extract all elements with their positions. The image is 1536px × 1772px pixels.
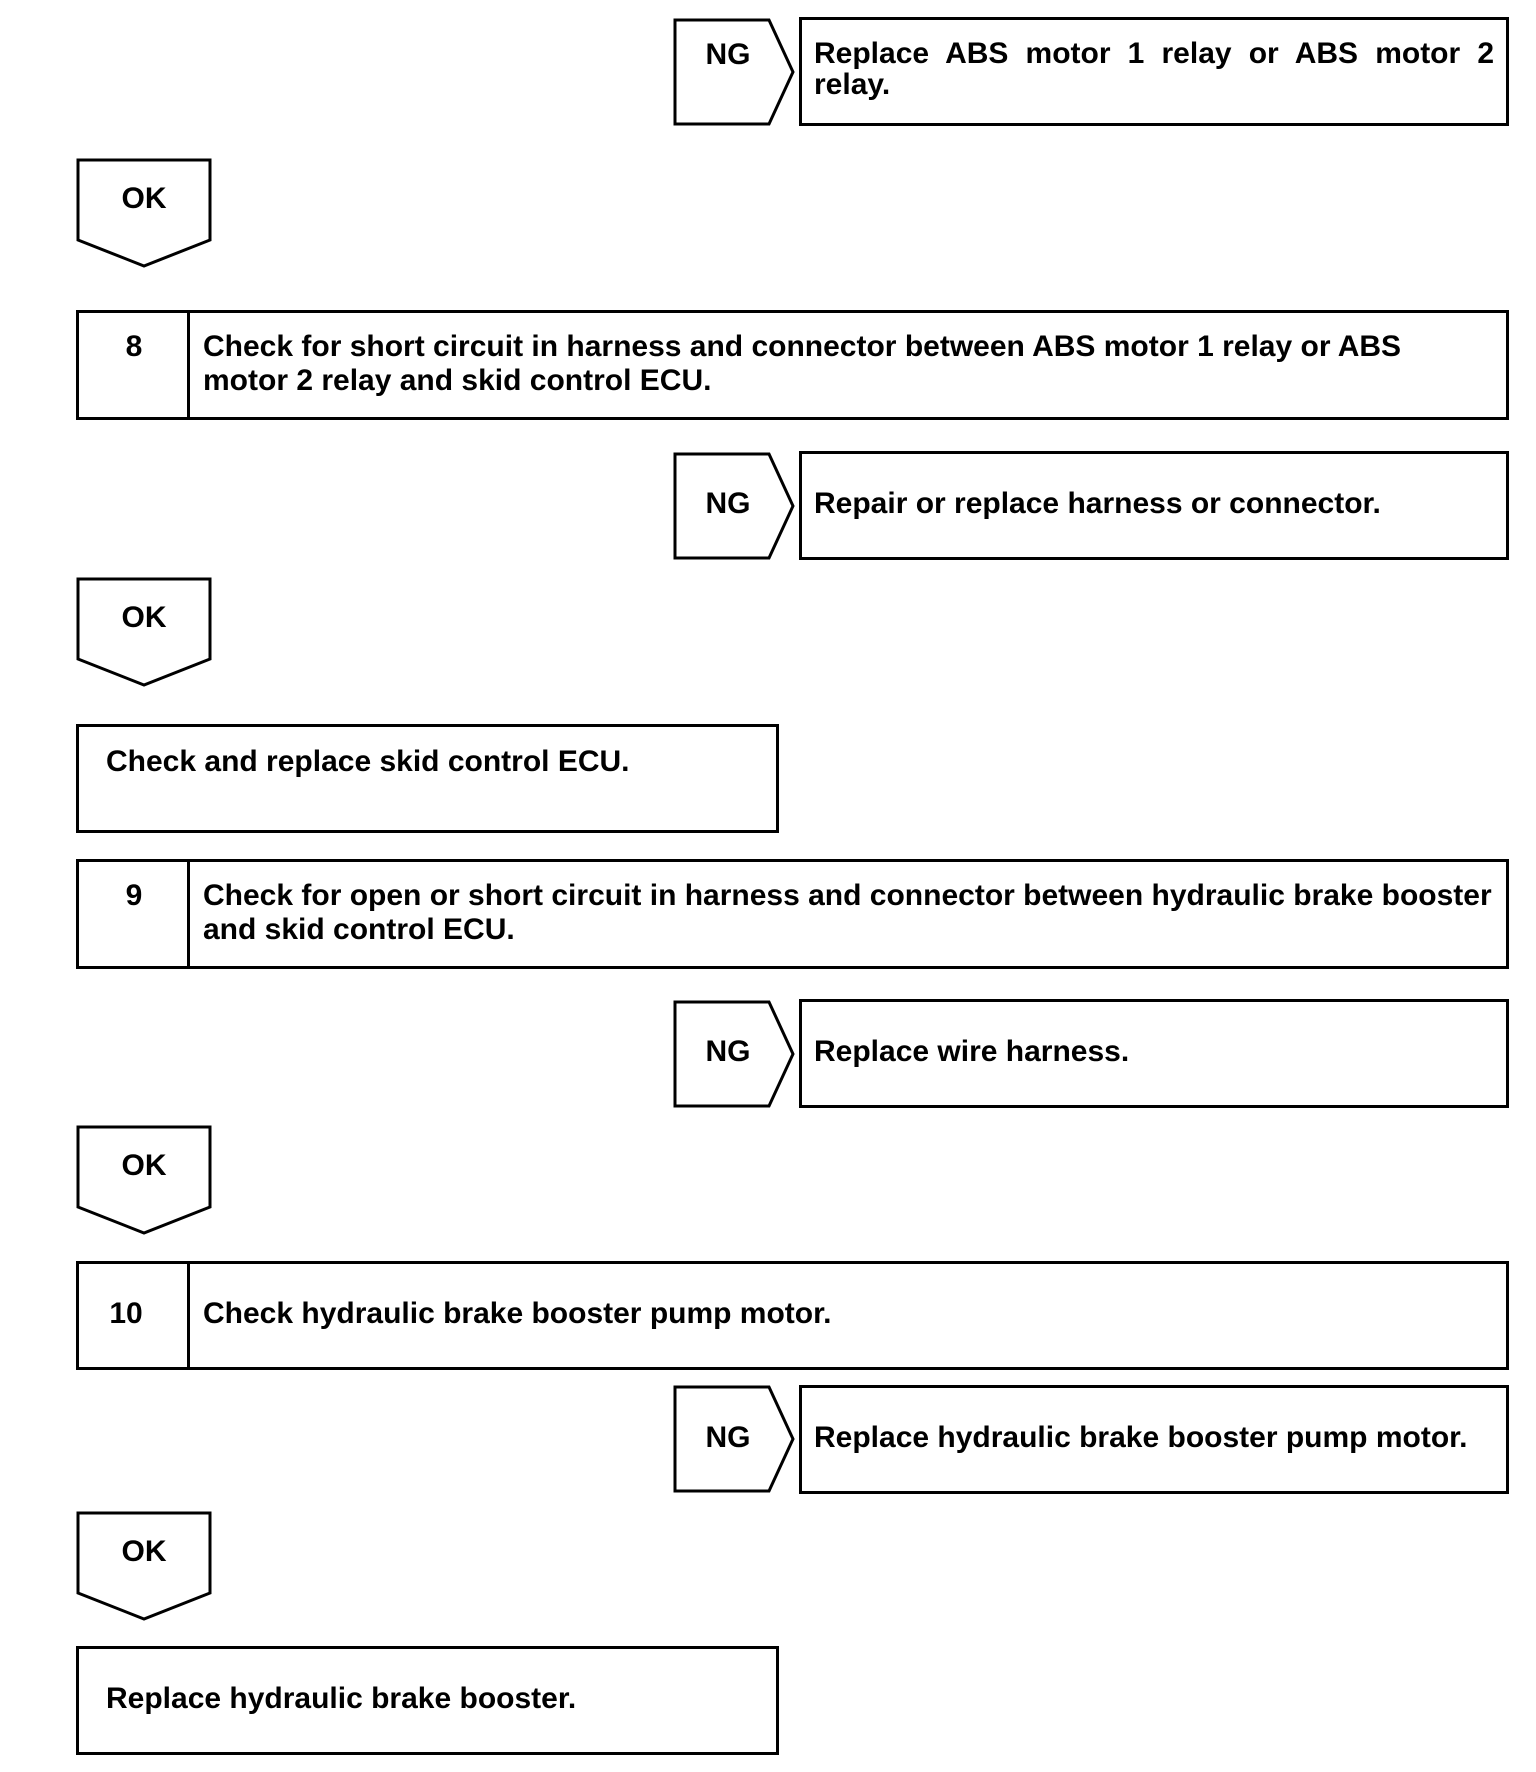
ng-label: NG <box>705 38 751 71</box>
ok-label: OK <box>121 601 167 634</box>
step-divider <box>187 1263 190 1368</box>
ng-label: NG <box>705 1421 751 1454</box>
step-text: Check hydraulic brake booster pump motor. <box>203 1297 832 1330</box>
step-number: 10 <box>109 1297 143 1330</box>
step-number: 9 <box>125 879 143 912</box>
result-text: Check and replace skid control ECU. <box>106 745 630 778</box>
ng-action-text: Replace wire harness. <box>814 1035 1130 1068</box>
ok-label: OK <box>121 1535 167 1568</box>
step-text: Check for open or short circuit in harness and connector between hydraulic brake booster and skid control ECU. <box>203 879 1492 946</box>
ng-action-text: Replace ABS motor 1 relay or ABS motor 2 relay. <box>814 37 1494 101</box>
ng-label: NG <box>705 1035 751 1068</box>
step-text: Check for short circuit in harness and connector between ABS motor 1 relay or ABS motor 2 relay and skid control ECU. <box>203 330 1402 397</box>
ng-arrow-shape <box>673 18 795 126</box>
ng-action-text: Repair or replace harness or connector. <box>814 487 1381 520</box>
ok-label: OK <box>121 182 167 215</box>
step-divider <box>187 312 190 418</box>
ng-label: NG <box>705 487 751 520</box>
ok-label: OK <box>121 1149 167 1182</box>
step-number: 8 <box>125 330 143 363</box>
result-text: Replace hydraulic brake booster. <box>106 1682 577 1715</box>
ng-action-text: Replace hydraulic brake booster pump motor. <box>814 1421 1468 1454</box>
step-divider <box>187 861 190 967</box>
